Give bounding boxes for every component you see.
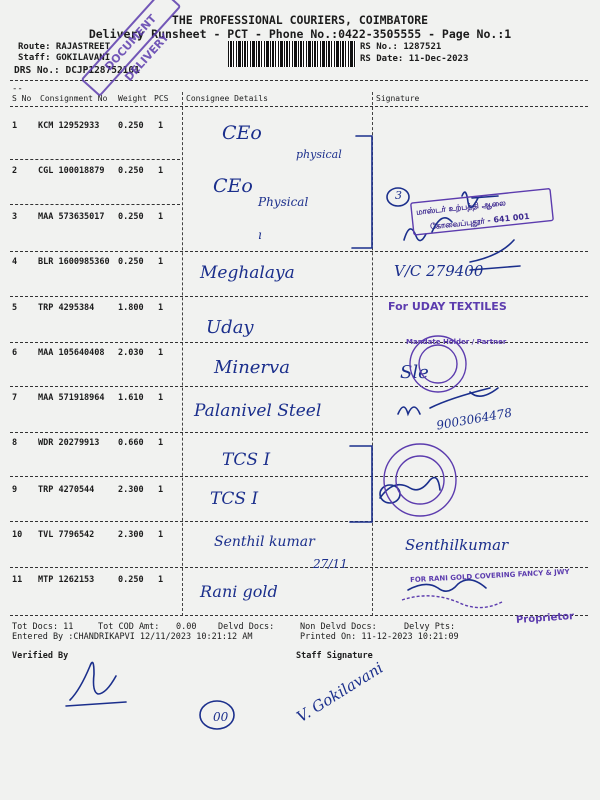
bracket-line <box>352 136 372 248</box>
row-consignment: TRP 4270544 <box>38 485 95 495</box>
row-weight: 0.250 <box>118 121 144 131</box>
row-pcs: 1 <box>158 121 164 131</box>
handwritten-detail: physical <box>296 148 342 161</box>
row-consignment: MTP 1262153 <box>38 575 95 585</box>
row-weight: 0.660 <box>118 438 144 448</box>
circle-mark <box>200 701 234 729</box>
printed-on: Printed On: 11-12-2023 10:21:09 <box>300 632 459 642</box>
row-sno: 9 <box>12 485 18 495</box>
non-delivered-docs: Non Delvd Docs: <box>300 622 377 632</box>
col-sno: S No <box>12 94 32 103</box>
row-consignment: TRP 4295384 <box>38 303 95 313</box>
staff-signature-label: Staff Signature <box>296 651 373 661</box>
staff-signature: V. Gokilavani <box>293 658 387 726</box>
row-weight: 1.610 <box>118 393 144 403</box>
handwritten-signature: Senthilkumar <box>405 536 509 554</box>
row-weight: 2.030 <box>118 348 144 358</box>
col-consignment: Consignment No <box>40 94 108 103</box>
row-weight: 0.250 <box>118 212 144 222</box>
col-pcs: PCS <box>154 94 169 103</box>
row-pcs: 1 <box>158 303 164 313</box>
row-sno: 2 <box>12 166 18 176</box>
row-sno: 11 <box>12 575 23 585</box>
handwritten-date: 27/11 <box>313 557 348 571</box>
row-pcs: 1 <box>158 257 164 267</box>
row-weight: 2.300 <box>118 530 144 540</box>
handwritten-phone: 9003064478 <box>435 405 513 433</box>
runsheet-subtitle: Delivery Runsheet - PCT - Phone No.:0422-3505555 - Page No.:1 <box>88 27 512 41</box>
row-consignment: KCM 12952933 <box>38 121 100 131</box>
total-cod-amount: 0.00 <box>176 622 197 632</box>
total-cod-label: Tot COD Amt: <box>98 622 160 632</box>
delivery-points: Delvy Pts: <box>404 622 456 632</box>
row-pcs: 1 <box>158 348 164 358</box>
total-docs: Tot Docs: 11 <box>12 622 74 632</box>
staff-label: Staff: GOKILAVANI <box>18 53 111 63</box>
row-pcs: 1 <box>158 575 164 585</box>
col-signature: Signature <box>376 94 420 103</box>
row-consignment: CGL 100018879 <box>38 166 105 176</box>
handwritten-detail: Physical <box>258 195 309 209</box>
row-pcs: 1 <box>158 166 164 176</box>
handwritten-detail: Meghalaya <box>200 263 295 283</box>
verified-by-label: Verified By <box>12 651 69 661</box>
mandate-holder-stamp: Mandate Holder / Partner <box>406 338 507 346</box>
row-weight: 2.300 <box>118 485 144 495</box>
row-sno: 6 <box>12 348 18 358</box>
handwritten-detail: Minerva <box>214 357 290 378</box>
circle-mark <box>387 188 409 206</box>
row-consignment: BLR 1600985360 <box>38 257 110 267</box>
handwritten-detail: Palanivel Steel <box>194 401 322 421</box>
tamil-stamp-line: கோவைப்புதூர் - 641 001 <box>429 211 530 232</box>
row-consignment: MAA 573635017 <box>38 212 105 222</box>
row-consignment: MAA 105640408 <box>38 348 105 358</box>
row-weight: 0.250 <box>118 257 144 267</box>
row-sno: 8 <box>12 438 18 448</box>
signature-scribble <box>408 580 486 591</box>
round-seal <box>419 345 457 383</box>
row-weight: 0.250 <box>118 166 144 176</box>
round-seal <box>384 444 456 516</box>
row-consignment: MAA 571918964 <box>38 393 105 403</box>
dash-marks: -- <box>12 84 23 94</box>
row-sno: 5 <box>12 303 18 313</box>
handwritten-detail: TCS I <box>222 450 271 470</box>
row-sno: 3 <box>12 212 18 222</box>
col-details: Consignee Details <box>186 94 268 103</box>
row-consignment: TVL 7796542 <box>38 530 95 540</box>
rani-gold-stamp: FOR RANI GOLD COVERING FANCY & JWY <box>409 567 570 585</box>
handwritten-detail: Uday <box>206 317 254 338</box>
handwritten-detail: CEo <box>213 175 253 197</box>
row-weight: 0.250 <box>118 575 144 585</box>
tamil-stamp-line: மாஸ்டர் உற்பத்தி ஆலை <box>415 198 507 217</box>
row-sno: 4 <box>12 257 18 267</box>
signature-scribble <box>380 478 440 498</box>
row-weight: 1.800 <box>118 303 144 313</box>
handwritten-signature: Sle <box>400 362 429 383</box>
tamil-stamp-box <box>411 189 554 235</box>
verifier-signature <box>66 662 126 706</box>
signature-scribble <box>470 240 520 270</box>
row-pcs: 1 <box>158 485 164 495</box>
rs-date: RS Date: 11-Dec-2023 <box>360 54 469 64</box>
company-title: THE PROFESSIONAL COURIERS, COIMBATORE <box>171 13 429 27</box>
circled-number: 00 <box>213 710 229 724</box>
handwritten-detail: Rani gold <box>200 582 278 601</box>
handwritten-signature: V/C 279400 <box>394 262 484 280</box>
proprietor-stamp: Proprietor <box>515 610 575 627</box>
row-sno: 1 <box>12 121 18 131</box>
uday-textiles-stamp: For UDAY TEXTILES <box>388 300 507 313</box>
rs-number: RS No.: 1287521 <box>360 42 442 52</box>
circled-number: 3 <box>395 189 402 202</box>
route-label: Route: RAJASTREET <box>18 42 111 52</box>
handwritten-tick: ı <box>258 228 262 242</box>
document-delivery-stamp: DOCUMENT DELIVERY <box>81 0 182 97</box>
handwritten-detail: CEo <box>222 122 262 144</box>
handwritten-detail: TCS I <box>210 489 259 509</box>
row-consignment: WDR 20279913 <box>38 438 100 448</box>
entered-by: Entered By :CHANDRIKAPVI 12/11/2023 10:21:12 AM <box>12 632 253 642</box>
row-sno: 7 <box>12 393 18 403</box>
drs-number: DRS No.: DCJP128752101 <box>14 65 140 76</box>
handwritten-detail: Senthil kumar <box>214 534 315 550</box>
row-pcs: 1 <box>158 393 164 403</box>
bracket-line <box>350 446 372 522</box>
row-sno: 10 <box>12 530 23 540</box>
row-pcs: 1 <box>158 438 164 448</box>
stamp-smudge <box>402 596 502 608</box>
signature-scribble <box>398 388 498 414</box>
col-weight: Weight <box>118 94 147 103</box>
delivered-docs: Delvd Docs: <box>218 622 275 632</box>
row-pcs: 1 <box>158 212 164 222</box>
row-pcs: 1 <box>158 530 164 540</box>
